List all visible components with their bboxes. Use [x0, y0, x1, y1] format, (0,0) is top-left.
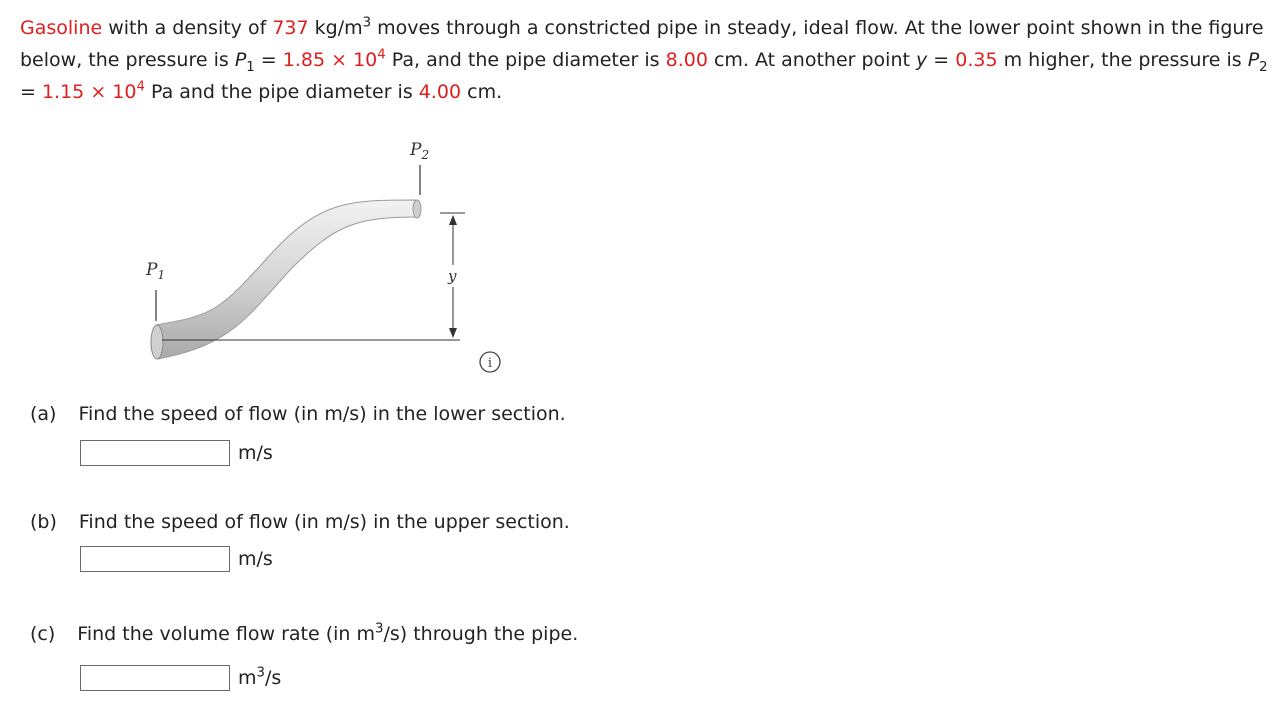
diameter1-value: 8.00 — [665, 49, 708, 71]
part-a-answer-row — [80, 440, 273, 466]
part-a-question: Find the speed of flow (in m/s) in the lower section. — [78, 403, 566, 425]
part-b-answer-input[interactable] — [80, 546, 230, 572]
part-a-letter: (a) — [30, 403, 57, 425]
part-a-answer-input[interactable] — [80, 440, 230, 466]
part-c-question: Find the volume flow rate (in $m^3/s$) through the pipe. — [77, 621, 579, 645]
pipe-body — [156, 200, 418, 359]
info-icon[interactable] — [478, 350, 502, 374]
diameter2-value: 4.00 — [418, 81, 462, 103]
part-b — [30, 509, 570, 535]
part-a-unit: m/s — [238, 442, 273, 464]
pipe-figure — [140, 135, 530, 380]
part-c-answer-input[interactable] — [80, 665, 230, 691]
part-a — [30, 401, 566, 427]
part-c-answer-row — [80, 665, 281, 691]
pipe-lower-opening — [151, 325, 163, 359]
arrow-head-down — [449, 328, 457, 338]
height-value: 0.35 — [955, 49, 998, 71]
p1-label: $P_1$ — [146, 260, 166, 282]
part-b-letter: (b) — [30, 511, 57, 533]
p2-value: $1.15 \times 10^4$ — [41, 79, 145, 103]
part-b-unit: m/s — [238, 548, 273, 570]
part-b-answer-row — [80, 546, 273, 572]
svg-text:i: i — [487, 356, 493, 371]
part-c-unit: $m^3/s$ — [238, 665, 282, 689]
part-c-letter: (c) — [30, 623, 56, 645]
problem-statement: Gasoline with a density of 737 $kg/m^3$ moves through a constricted pipe in steady, ideal flow. At the lower point shown in the figure below, the pressure is $P_1 = 1.85 \times 10^4$ Pa, and the pipe diameter is 8.00 cm. At another point y = 0.35 m higher, the pressure is $P_2 = 1.15 \times 10^4$ Pa and the pipe diameter is 4.00 cm. — [20, 15, 1268, 103]
density-value: 737 — [272, 17, 309, 39]
part-b-question: Find the speed of flow (in m/s) in the upper section. — [78, 511, 570, 533]
part-c — [30, 621, 578, 647]
y-label: y — [448, 267, 457, 285]
arrow-head-up — [449, 215, 457, 225]
pipe-upper-opening — [413, 200, 421, 218]
p2-label: $P_2$ — [410, 140, 430, 162]
keyword-gasoline: Gasoline — [20, 17, 103, 39]
p1-value: $1.85 \times 10^4$ — [282, 47, 386, 71]
